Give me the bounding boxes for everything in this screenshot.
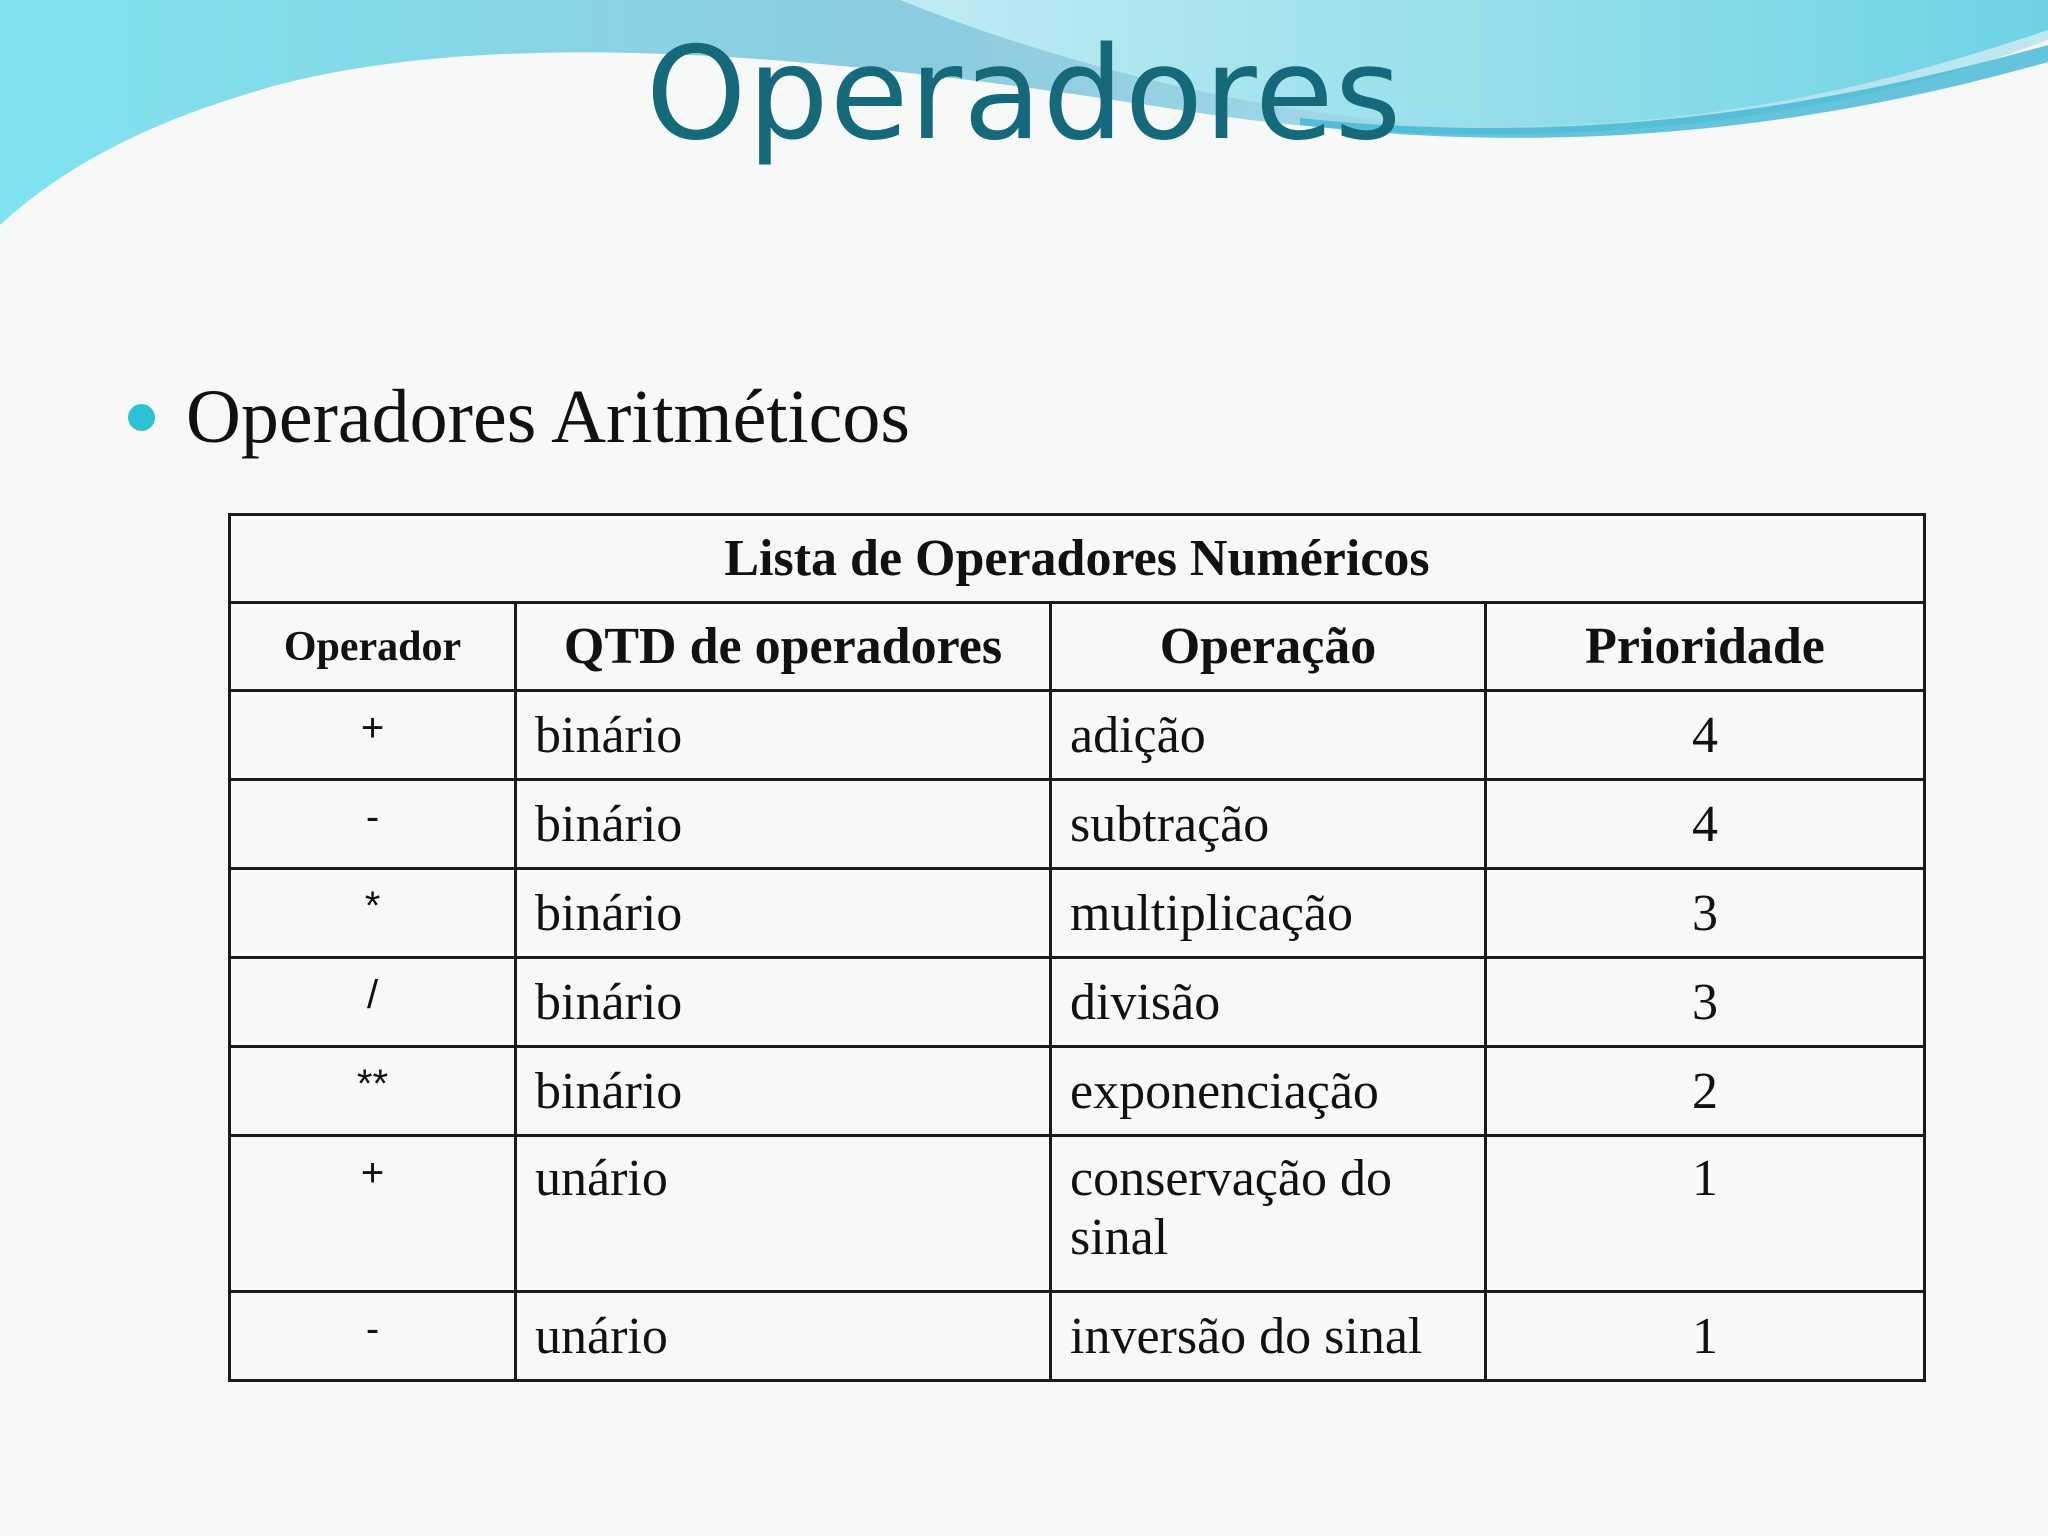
cell-prioridade: 1 — [1486, 1292, 1925, 1381]
cell-operador: - — [230, 780, 516, 869]
cell-qtd: binário — [516, 958, 1051, 1047]
slide-title: Operadores — [645, 20, 1403, 169]
cell-prioridade: 2 — [1486, 1047, 1925, 1136]
cell-qtd: binário — [516, 780, 1051, 869]
column-header-prioridade: Prioridade — [1486, 603, 1925, 691]
cell-operador: + — [230, 691, 516, 780]
table-row — [230, 869, 1925, 958]
cell-prioridade: 3 — [1486, 958, 1925, 1047]
table-row — [230, 1136, 1925, 1292]
cell-operacao: inversão do sinal — [1051, 1292, 1486, 1381]
table-row — [230, 691, 1925, 780]
cell-operador: + — [230, 1136, 516, 1292]
table-caption: Lista de Operadores Numéricos — [230, 515, 1925, 603]
column-header-operacao: Operação — [1051, 603, 1486, 691]
table-row — [230, 1292, 1925, 1381]
table-caption-row — [230, 515, 1925, 603]
cell-operacao: divisão — [1051, 958, 1486, 1047]
cell-qtd: unário — [516, 1292, 1051, 1381]
cell-prioridade: 4 — [1486, 691, 1925, 780]
table-row — [230, 1047, 1925, 1136]
column-header-qtd: QTD de operadores — [516, 603, 1051, 691]
cell-operacao: conservação do sinal — [1051, 1136, 1486, 1292]
cell-qtd: binário — [516, 869, 1051, 958]
operators-table — [228, 513, 1926, 1382]
cell-prioridade: 1 — [1486, 1136, 1925, 1292]
bullet-dot-icon — [128, 404, 155, 431]
bullet-text: Operadores Aritméticos — [186, 374, 910, 459]
column-header-operador: Operador — [230, 603, 516, 691]
table-header-row — [230, 603, 1925, 691]
cell-qtd: binário — [516, 691, 1051, 780]
cell-operador: ** — [230, 1047, 516, 1136]
bullet-item — [128, 362, 910, 472]
cell-qtd: unário — [516, 1136, 1051, 1292]
cell-operador: * — [230, 869, 516, 958]
cell-operacao: multiplicação — [1051, 869, 1486, 958]
cell-operacao: exponenciação — [1051, 1047, 1486, 1136]
cell-operador: - — [230, 1292, 516, 1381]
cell-prioridade: 3 — [1486, 869, 1925, 958]
table-row — [230, 958, 1925, 1047]
cell-prioridade: 4 — [1486, 780, 1925, 869]
cell-operador: / — [230, 958, 516, 1047]
table-row — [230, 780, 1925, 869]
cell-qtd: binário — [516, 1047, 1051, 1136]
cell-operacao: adição — [1051, 691, 1486, 780]
cell-operacao: subtração — [1051, 780, 1486, 869]
